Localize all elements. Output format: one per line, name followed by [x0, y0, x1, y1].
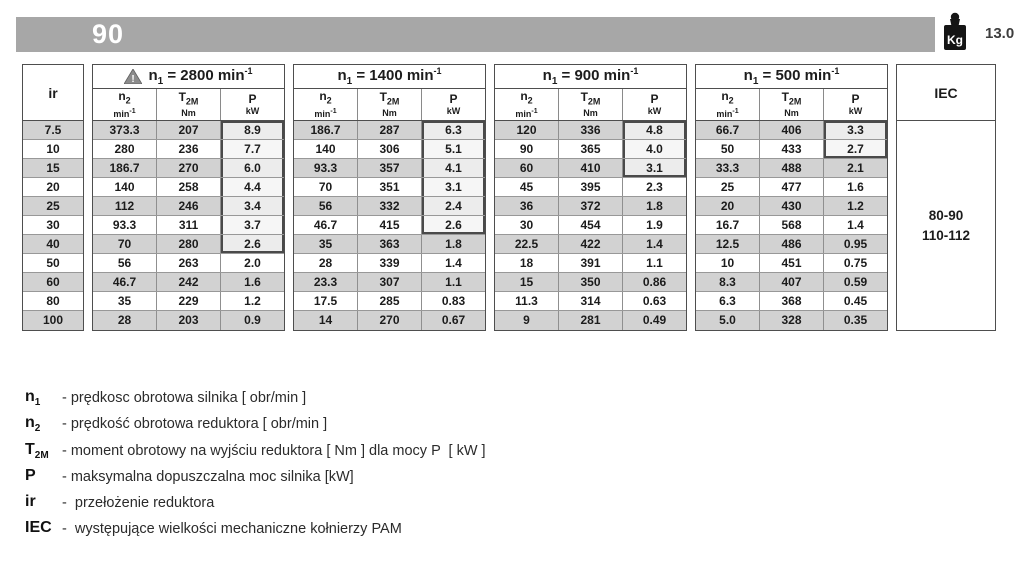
- column-unit: $\min^{-1}$: [515, 108, 538, 120]
- t2m-value: 351: [357, 178, 421, 196]
- column-symbol: $T_{2M}$: [580, 89, 601, 107]
- table-row: [696, 197, 887, 216]
- t2m-value: 314: [558, 292, 622, 310]
- column-symbol: P: [851, 92, 860, 106]
- table-row: [294, 159, 485, 178]
- n2-value: 9: [523, 313, 530, 327]
- n2-value: 140: [315, 142, 336, 156]
- table-row: [93, 140, 284, 159]
- t2m-value: 285: [357, 292, 421, 310]
- speed-group-900: [494, 64, 687, 331]
- iec-column: [896, 64, 996, 331]
- table-row: [93, 197, 284, 216]
- n2-value: 6.3: [719, 294, 736, 308]
- legend-text: - występujące wielkości mechaniczne kołnierzy PAM: [62, 521, 402, 538]
- p-value: 1.2: [220, 292, 284, 310]
- t2m-value: 391: [558, 254, 622, 272]
- legend-item: [25, 492, 486, 518]
- ir-value: 50: [46, 256, 60, 270]
- n2-value: 140: [114, 180, 135, 194]
- legend-item: [25, 440, 486, 466]
- weight-unit-label: Kg: [947, 33, 963, 47]
- table-row: [696, 235, 887, 254]
- p-value-highlighted: 7.7: [220, 140, 284, 158]
- legend-symbol: $n_2$: [25, 414, 41, 435]
- table-row: [23, 140, 83, 159]
- legend-symbol: P: [25, 466, 36, 484]
- p-value: 1.1: [622, 254, 686, 272]
- p-value: 0.9: [220, 311, 284, 330]
- group-title-text: $n_1 = 1400$ $\min^{-1}$: [337, 66, 442, 87]
- t2m-value: 422: [558, 235, 622, 253]
- t2m-value: 410: [558, 159, 622, 177]
- t2m-value: 287: [357, 121, 421, 139]
- legend: [25, 387, 486, 545]
- t2m-value: 357: [357, 159, 421, 177]
- column-unit: $\min^{-1}$: [113, 108, 136, 120]
- ir-value: 100: [42, 313, 64, 327]
- p-value-highlighted: 2.6: [220, 235, 284, 253]
- n2-value: 46.7: [112, 275, 137, 289]
- column-unit: kW: [245, 106, 260, 116]
- group-title: [696, 65, 887, 89]
- ir-column-header: ir: [23, 65, 83, 121]
- column-header-p: [421, 89, 485, 120]
- ir-value: 20: [46, 180, 60, 194]
- table-row: [23, 311, 83, 330]
- p-value: 0.86: [622, 273, 686, 291]
- iec-values: [897, 121, 995, 330]
- n2-value: 373.3: [109, 123, 140, 137]
- table-row: [294, 216, 485, 235]
- n2-value: 280: [114, 142, 135, 156]
- n2-value: 28: [318, 256, 333, 270]
- column-symbol: $T_{2M}$: [178, 89, 199, 107]
- n2-value: 56: [318, 199, 333, 213]
- column-header-t: [558, 89, 622, 120]
- p-value: 2.1: [823, 159, 887, 177]
- p-value: 1.8: [421, 235, 485, 253]
- table-row: [23, 159, 83, 178]
- table-row: [696, 254, 887, 273]
- t2m-value: 281: [558, 311, 622, 330]
- n2-value: 35: [318, 237, 333, 251]
- table-row: [23, 197, 83, 216]
- n2-value: 46.7: [313, 218, 338, 232]
- n2-value: 66.7: [715, 123, 740, 137]
- table-row: [93, 159, 284, 178]
- p-value: 0.63: [622, 292, 686, 310]
- table-row: [696, 178, 887, 197]
- p-value: 2.3: [622, 178, 686, 196]
- t2m-value: 328: [759, 311, 823, 330]
- column-header-p: [622, 89, 686, 120]
- table-row: [23, 292, 83, 311]
- table-row: [294, 254, 485, 273]
- p-value: 0.75: [823, 254, 887, 272]
- column-symbol: $T_{2M}$: [379, 89, 400, 107]
- p-value-highlighted: 3.3: [823, 121, 887, 139]
- table-row: [696, 311, 887, 330]
- p-value-highlighted: 6.3: [421, 121, 485, 139]
- n2-value: 60: [519, 161, 534, 175]
- n2-value: 25: [720, 180, 735, 194]
- table-row: [495, 140, 686, 159]
- p-value-highlighted: 3.1: [622, 159, 686, 177]
- iec-size-range: 80-90: [928, 207, 964, 223]
- legend-symbol: $n_1$: [25, 388, 41, 409]
- n2-value: 8.3: [719, 275, 736, 289]
- p-value-highlighted: 2.4: [421, 197, 485, 215]
- p-value-highlighted: 4.0: [622, 140, 686, 158]
- p-value: 0.45: [823, 292, 887, 310]
- t2m-value: 258: [156, 178, 220, 196]
- table-row: [495, 254, 686, 273]
- group-title: [294, 65, 485, 89]
- legend-text: - prędkość obrotowa reduktora [ obr/min ]: [62, 416, 328, 433]
- t2m-value: 368: [759, 292, 823, 310]
- table-row: [93, 235, 284, 254]
- legend-text: - prędkosc obrotowa silnika [ obr/min ]: [62, 390, 307, 406]
- table-row: [93, 292, 284, 311]
- t2m-value: 395: [558, 178, 622, 196]
- p-value-highlighted: 4.4: [220, 178, 284, 196]
- column-header-n: [696, 89, 759, 120]
- t2m-value: 336: [558, 121, 622, 139]
- p-value: 1.8: [622, 197, 686, 215]
- n2-value: 50: [720, 142, 735, 156]
- n2-value: 36: [519, 199, 534, 213]
- p-value: 1.4: [622, 235, 686, 253]
- table-row: [294, 292, 485, 311]
- n2-value: 30: [519, 218, 534, 232]
- column-unit: Nm: [181, 108, 196, 119]
- column-header-t: [156, 89, 220, 120]
- table-row: [696, 159, 887, 178]
- ir-value: 30: [46, 218, 60, 232]
- n2-value: 28: [117, 313, 132, 327]
- n2-value: 70: [117, 237, 132, 251]
- column-unit: Nm: [784, 108, 799, 119]
- t2m-value: 306: [357, 140, 421, 158]
- table-row: [93, 254, 284, 273]
- p-value-highlighted: 8.9: [220, 121, 284, 139]
- column-header-n: [93, 89, 156, 120]
- column-symbol: $T_{2M}$: [781, 89, 802, 107]
- group-subheader: [696, 89, 887, 121]
- t2m-value: 270: [357, 311, 421, 330]
- group-title-text: $n_1 = 500$ $\min^{-1}$: [743, 66, 840, 87]
- ir-value: 60: [46, 275, 60, 289]
- p-value-highlighted: 4.1: [421, 159, 485, 177]
- table-row: [495, 159, 686, 178]
- t2m-value: 486: [759, 235, 823, 253]
- table-row: [495, 197, 686, 216]
- t2m-value: 236: [156, 140, 220, 158]
- ir-value: 15: [46, 161, 60, 175]
- n2-value: 93.3: [313, 161, 338, 175]
- column-header-n: [495, 89, 558, 120]
- legend-text: - maksymalna dopuszczalna moc silnika [kW]: [62, 468, 354, 485]
- column-symbol: $n_2$: [118, 88, 131, 106]
- ir-value: 10: [46, 142, 60, 156]
- table-row: [294, 121, 485, 140]
- column-header-n: [294, 89, 357, 120]
- legend-text: - moment obrotowy na wyjściu reduktora [ Nm ] dla mocy P [ kW ]: [62, 442, 486, 459]
- table-row: [294, 197, 485, 216]
- weight-kg-icon: [941, 12, 969, 54]
- table-row: [696, 216, 887, 235]
- n2-value: 56: [117, 256, 132, 270]
- ir-value: 7.5: [44, 123, 62, 137]
- legend-item: [25, 413, 486, 439]
- p-value: 0.49: [622, 311, 686, 330]
- table-row: [294, 235, 485, 254]
- ir-value: 80: [46, 294, 60, 308]
- t2m-value: 339: [357, 254, 421, 272]
- table-row: [495, 273, 686, 292]
- table-row: [93, 178, 284, 197]
- table-row: [696, 140, 887, 159]
- t2m-value: 332: [357, 197, 421, 215]
- table-row: [696, 273, 887, 292]
- table-row: [495, 121, 686, 140]
- column-header-p: [823, 89, 887, 120]
- n2-value: 17.5: [313, 294, 338, 308]
- column-symbol: P: [650, 92, 659, 106]
- t2m-value: 280: [156, 235, 220, 253]
- p-value-highlighted: 3.7: [220, 216, 284, 234]
- t2m-value: 415: [357, 216, 421, 234]
- n2-value: 186.7: [310, 123, 341, 137]
- legend-item: [25, 518, 486, 544]
- column-unit: Nm: [583, 108, 598, 119]
- p-value: 1.9: [622, 216, 686, 234]
- column-symbol: $n_2$: [319, 88, 332, 106]
- n2-value: 12.5: [715, 237, 740, 251]
- p-value: 0.83: [421, 292, 485, 310]
- t2m-value: 363: [357, 235, 421, 253]
- t2m-value: 433: [759, 140, 823, 158]
- p-value-highlighted: 4.8: [622, 121, 686, 139]
- p-value: 0.59: [823, 273, 887, 291]
- n2-value: 22.5: [514, 237, 539, 251]
- t2m-value: 207: [156, 121, 220, 139]
- table-row: [696, 121, 887, 140]
- column-unit: kW: [647, 106, 662, 116]
- column-header-p: [220, 89, 284, 120]
- table-row: [93, 273, 284, 292]
- t2m-value: 242: [156, 273, 220, 291]
- column-unit: kW: [446, 106, 461, 116]
- t2m-value: 406: [759, 121, 823, 139]
- t2m-value: 311: [156, 216, 220, 234]
- table-row: [294, 178, 485, 197]
- legend-symbol: $T_{2M}$: [25, 440, 49, 461]
- p-value: 2.0: [220, 254, 284, 272]
- table-row: [93, 121, 284, 140]
- p-value-highlighted: 6.0: [220, 159, 284, 177]
- speed-group-1400: [293, 64, 486, 331]
- p-value-highlighted: 2.7: [823, 140, 887, 158]
- t2m-value: 488: [759, 159, 823, 177]
- t2m-value: 407: [759, 273, 823, 291]
- group-subheader: [93, 89, 284, 121]
- p-value: 0.67: [421, 311, 485, 330]
- table-row: [93, 216, 284, 235]
- t2m-value: 451: [759, 254, 823, 272]
- p-value: 1.6: [823, 178, 887, 196]
- table-row: [23, 121, 83, 140]
- model-number: 90: [92, 19, 125, 49]
- p-value: 1.1: [421, 273, 485, 291]
- p-value: 0.35: [823, 311, 887, 330]
- t2m-value: 430: [759, 197, 823, 215]
- group-title-text: $n_1 = 2800$ $\min^{-1}$: [148, 66, 253, 87]
- ir-column: [22, 64, 84, 331]
- legend-item: [25, 466, 486, 492]
- column-symbol: $n_2$: [520, 88, 533, 106]
- table-row: [23, 216, 83, 235]
- table-row: [696, 292, 887, 311]
- t2m-value: 350: [558, 273, 622, 291]
- p-value: 1.4: [823, 216, 887, 234]
- svg-text:!: !: [131, 74, 136, 84]
- n2-value: 15: [519, 275, 534, 289]
- n2-value: 120: [516, 123, 537, 137]
- legend-text: - przełożenie reduktora: [62, 495, 215, 512]
- column-symbol: $n_2$: [721, 88, 734, 106]
- n2-value: 35: [117, 294, 132, 308]
- p-value: 1.2: [823, 197, 887, 215]
- table-row: [495, 311, 686, 330]
- table-row: [294, 273, 485, 292]
- group-title: [93, 65, 284, 89]
- p-value-highlighted: 3.1: [421, 178, 485, 196]
- group-title-text: $n_1 = 900$ $\min^{-1}$: [542, 66, 639, 87]
- t2m-value: 229: [156, 292, 220, 310]
- ratings-table: [22, 64, 996, 331]
- n2-value: 16.7: [715, 218, 740, 232]
- n2-value: 45: [519, 180, 534, 194]
- table-row: [495, 235, 686, 254]
- t2m-value: 477: [759, 178, 823, 196]
- n2-value: 33.3: [715, 161, 740, 175]
- column-symbol: P: [248, 92, 257, 106]
- t2m-value: 365: [558, 140, 622, 158]
- legend-symbol: IEC: [25, 519, 52, 537]
- n2-value: 14: [318, 313, 333, 327]
- warning-icon: [124, 69, 142, 84]
- legend-item: [25, 387, 486, 413]
- table-row: [495, 216, 686, 235]
- t2m-value: 454: [558, 216, 622, 234]
- n2-value: 93.3: [112, 218, 137, 232]
- n2-value: 186.7: [109, 161, 140, 175]
- table-row: [23, 178, 83, 197]
- t2m-value: 203: [156, 311, 220, 330]
- group-subheader: [294, 89, 485, 121]
- t2m-value: 263: [156, 254, 220, 272]
- model-header-bar: [16, 17, 935, 52]
- column-unit: $\min^{-1}$: [314, 108, 337, 120]
- speed-group-500: [695, 64, 888, 331]
- table-row: [294, 311, 485, 330]
- p-value: 1.6: [220, 273, 284, 291]
- column-header-t: [357, 89, 421, 120]
- ir-value: 25: [46, 199, 60, 213]
- p-value: 0.95: [823, 235, 887, 253]
- table-row: [23, 235, 83, 254]
- p-value-highlighted: 5.1: [421, 140, 485, 158]
- t2m-value: 246: [156, 197, 220, 215]
- n2-value: 20: [720, 199, 735, 213]
- n2-value: 18: [519, 256, 534, 270]
- weight-value: 13.0: [985, 24, 1015, 42]
- iec-column-header: IEC: [897, 65, 995, 121]
- p-value-highlighted: 3.4: [220, 197, 284, 215]
- legend-symbol: ir: [25, 493, 36, 511]
- column-unit: Nm: [382, 108, 397, 119]
- table-row: [93, 311, 284, 330]
- ir-value: 40: [46, 237, 60, 251]
- t2m-value: 568: [759, 216, 823, 234]
- group-title: [495, 65, 686, 89]
- p-value: 1.4: [421, 254, 485, 272]
- table-row: [294, 140, 485, 159]
- t2m-value: 372: [558, 197, 622, 215]
- table-row: [23, 273, 83, 292]
- t2m-value: 307: [357, 273, 421, 291]
- n2-value: 11.3: [515, 294, 538, 308]
- speed-group-2800: [92, 64, 285, 331]
- iec-size-range: 110-112: [921, 227, 971, 243]
- column-unit: kW: [848, 106, 863, 116]
- n2-value: 23.3: [313, 275, 338, 289]
- column-unit: $\min^{-1}$: [716, 108, 739, 120]
- weight-info: [941, 12, 1014, 54]
- column-header-t: [759, 89, 823, 120]
- n2-value: 90: [519, 142, 534, 156]
- n2-value: 5.0: [719, 313, 736, 327]
- n2-value: 70: [318, 180, 333, 194]
- p-value-highlighted: 2.6: [421, 216, 485, 234]
- n2-value: 112: [114, 199, 135, 213]
- group-subheader: [495, 89, 686, 121]
- table-row: [495, 292, 686, 311]
- t2m-value: 270: [156, 159, 220, 177]
- n2-value: 10: [720, 256, 735, 270]
- column-symbol: P: [449, 92, 458, 106]
- table-row: [23, 254, 83, 273]
- table-row: [495, 178, 686, 197]
